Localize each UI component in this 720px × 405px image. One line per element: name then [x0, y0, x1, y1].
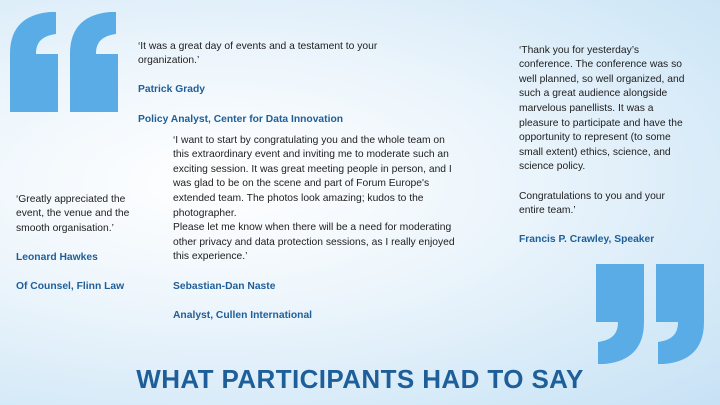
testimonial-text: ‘I want to start by congratulating you and the whole team on this extraordinary event and inviting me to moderate such an exciting session. It was great meeting people in person, and I was glad to be on the scene and part of Forum Europe's extended team. The photos look amazing; kudos to the photographer. Please let me know when there will be a need for moderating other privacy and data protection sessions, as I really enjoyed this experience.’	[173, 134, 455, 263]
open-quote-icon	[8, 12, 120, 114]
testimonial-text: ‘It was a great day of events and a testament to your organization.’	[138, 40, 378, 67]
testimonial-leonard-hawkes	[16, 178, 146, 309]
testimonial-author: Francis P. Crawley, Speaker	[519, 234, 655, 246]
testimonial-role: Analyst, Cullen International	[173, 309, 313, 321]
testimonial-text: ‘Thank you for yesterday’s conference. The conference was so well planned, so well organized, and such a great audience alongside marvelous panellists. It was a pleasure to participate and have the opportunity to represent (to some small extent) ethics, science, and science policy. Congratulations to you and your entire team.’	[519, 44, 685, 217]
testimonial-sebastian-naste	[173, 119, 488, 338]
testimonial-francis-crawley	[519, 29, 719, 263]
testimonial-author: Sebastian-Dan Naste	[173, 280, 276, 292]
testimonial-author: Leonard Hawkes	[16, 251, 98, 263]
testimonial-text: ‘Greatly appreciated the event, the venue and the smooth organisation.’	[16, 193, 130, 234]
testimonial-role: Of Counsel, Flinn Law	[16, 281, 125, 293]
testimonial-author: Patrick Grady	[138, 84, 205, 96]
close-quote-icon	[594, 262, 706, 364]
page-title: WHAT PARTICIPANTS HAD TO SAY	[136, 364, 584, 394]
testimonial-role: Policy Analyst, Center for Data Innovation	[138, 113, 344, 125]
